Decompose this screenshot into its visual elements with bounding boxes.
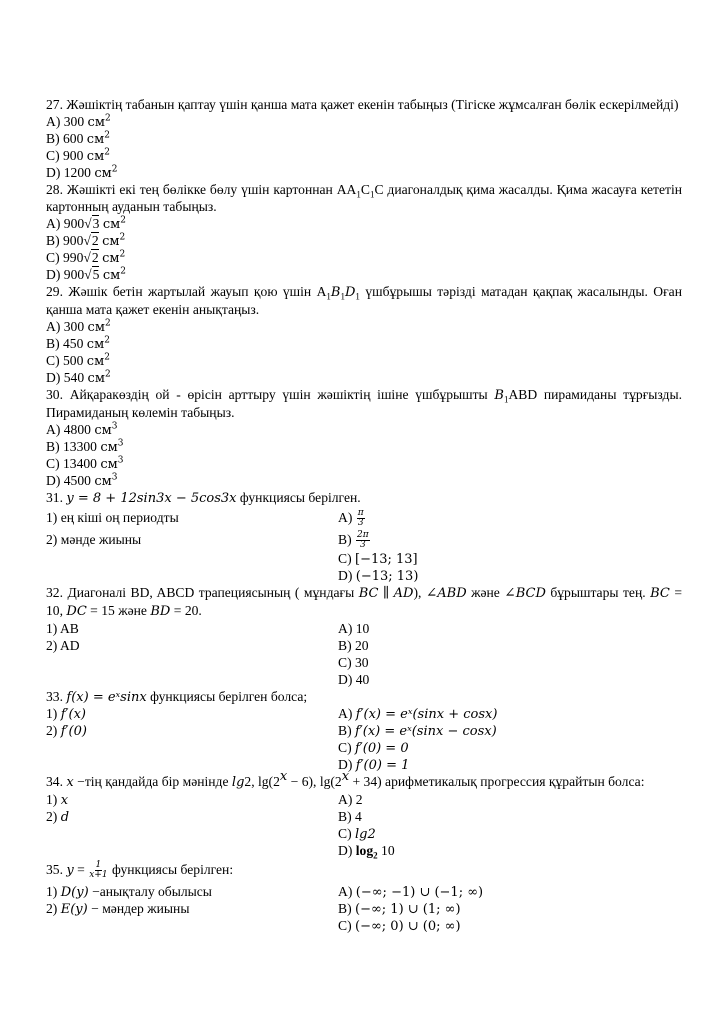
q32-row-4 [46, 671, 682, 688]
q28-option-c: C) 990√2 $см^2$ [46, 249, 126, 266]
q31-row-1 [46, 506, 682, 528]
q27-option-a: A) 300 $см^2$ [46, 113, 111, 130]
q31-row-2 [46, 528, 682, 550]
question-33-text: 33. f(x) = eˣsinx функциясы берілген болса; [46, 689, 308, 705]
q27-option-d: D) 1200 $см^2$ [46, 164, 118, 181]
q35-option-b: B) (−∞; 1) ∪ (1; ∞) [338, 901, 461, 917]
q29-option-c: C) 500 $см^2$ [46, 352, 110, 369]
q33-row-3 [46, 739, 682, 756]
q32-option-b: B) 20 [338, 638, 369, 653]
q32-option-d: D) 40 [338, 672, 370, 687]
q32-row-2 [46, 637, 682, 654]
q32-option-a: A) 10 [338, 621, 370, 636]
q30-option-b: B) 13300 $см^3$ [46, 438, 124, 455]
question-35-text: 35. y = $\frac{1}{x+1}$ функциясы берілген: [46, 860, 234, 881]
q34-row-2 [46, 808, 682, 825]
q33-row-1 [46, 705, 682, 722]
q33-row-4 [46, 756, 682, 773]
q34-row-3 [46, 825, 682, 842]
q34-row-1 [46, 791, 682, 808]
q33-item-2: 2) f′(0) [46, 723, 87, 739]
q33-option-d: D) f′(0) = 1 [338, 757, 410, 773]
q34-item-1: 1) x [46, 792, 69, 808]
q33-row-2 [46, 722, 682, 739]
q30-option-c: C) 13400 $см^3$ [46, 455, 124, 472]
q31-option-a: A) $\frac{\pi}{3}$ [338, 508, 364, 529]
q35-option-a: A) (−∞; −1) ∪ (−1; ∞) [338, 884, 484, 900]
q31-option-d: D) (−13; 13) [338, 568, 419, 584]
q29-option-d: D) 540 $см^2$ [46, 369, 111, 386]
q31-row-3 [46, 550, 682, 567]
q35-row-3 [46, 917, 682, 934]
q31-item-1: 1) ең кіші оң периодты [46, 510, 179, 525]
q29-option-b: B) 450 $см^2$ [46, 335, 110, 352]
q27-option-c: C) 900 $см^2$ [46, 147, 110, 164]
q35-item-1: 1) D(y) −анықталу обылысы [46, 884, 212, 900]
question-27-text: 27. Жәшіктің табанын қаптау үшін қанша мата қажет екенін табыңыз (Тігіске жұмсалған бөлік ескерілмейді) [46, 97, 679, 112]
question-31-text: 31. y = 8 + 12sin3x − 5cos3x функциясы берілген. [46, 490, 361, 506]
q30-option-d: D) 4500 $см^3$ [46, 472, 118, 489]
q33-item-1: 1) f′(x) [46, 706, 86, 722]
q32-row-3 [46, 654, 682, 671]
q34-option-a: A) 2 [338, 792, 363, 807]
q35-row-2 [46, 900, 682, 917]
q34-option-b: B) 4 [338, 809, 362, 824]
q31-item-2: 2) мәнде жиыны [46, 532, 142, 547]
question-28-text: 28. Жәшікті екі тең бөлікке бөлу үшін картоннан $AA_1C_1C$ диагоналдық қима жасалды. Қима жасауға кететін картонның ауданын табыңыз. [46, 182, 682, 214]
q35-item-2: 2) E(y) − мәндер жиыны [46, 901, 190, 917]
q33-option-a: A) f′(x) = eˣ(sinx + cosx) [338, 706, 498, 722]
q32-row-1 [46, 620, 682, 637]
q27-option-b: B) 600 $см^2$ [46, 130, 110, 147]
question-32-text: 32. Диагоналі BD, ABCD трапециясының ( мұндағы BC ∥ AD), ∠ABD және ∠BCD бұрыштары тең. BC = 10, DC = 15 және BD = 20. [46, 585, 682, 619]
q32-option-c: C) 30 [338, 655, 369, 670]
question-30-text: 30. Айқаракөздің ой - өрісін арттыру үшін жәшіктің ішіне үшбұрышты $B_1ABD$ пирамиданы тұрғызды. Пирамиданың көлемін табыңыз. [46, 387, 682, 420]
question-29-text: 29. Жәшік бетін жартылай жауып қою үшін $A_1B_1D_1$ үшбұрышы тәрізді матадан қақпақ жасалынды. Оған қанша мата қажет екенін анықтаңыз. [46, 284, 682, 317]
worksheet-page [46, 96, 682, 934]
q28-option-d: D) 900√5 $см^2$ [46, 266, 126, 283]
question-34-text: 34. x −тің қандайда бір мәнінде lg2, $\lg(2^x - 6)$, $\lg(2^x + 34)$ арифметикалық прогрессия құрайтын болса: [46, 769, 645, 790]
q28-option-b: B) 900√2 $см^2$ [46, 232, 126, 249]
q29-option-a: A) 300 $см^2$ [46, 318, 111, 335]
q30-option-a: A) 4800 $см^3$ [46, 421, 118, 438]
q35-row-1 [46, 883, 682, 900]
q34-row-4 [46, 842, 682, 859]
q33-option-c: C) f′(0) = 0 [338, 740, 409, 756]
q28-option-a: A) 900√3 $см^2$ [46, 215, 126, 232]
q32-item-1: 1) AB [46, 621, 79, 636]
q32-item-2: 2) AD [46, 638, 80, 653]
q31-row-4 [46, 567, 682, 584]
q35-option-c: C) (−∞; 0) ∪ (0; ∞) [338, 918, 461, 934]
q34-item-2: 2) d [46, 809, 70, 825]
q33-option-b: B) f′(x) = eˣ(sinx − cosx) [338, 723, 497, 739]
q34-option-c: C) lg2 [338, 826, 376, 842]
q34-option-d: D) $\log_2 10$ [338, 843, 395, 861]
q31-option-b: B) $\frac{2\pi}{3}$ [338, 530, 369, 551]
q31-option-c: C) [−13; 13] [338, 551, 418, 567]
